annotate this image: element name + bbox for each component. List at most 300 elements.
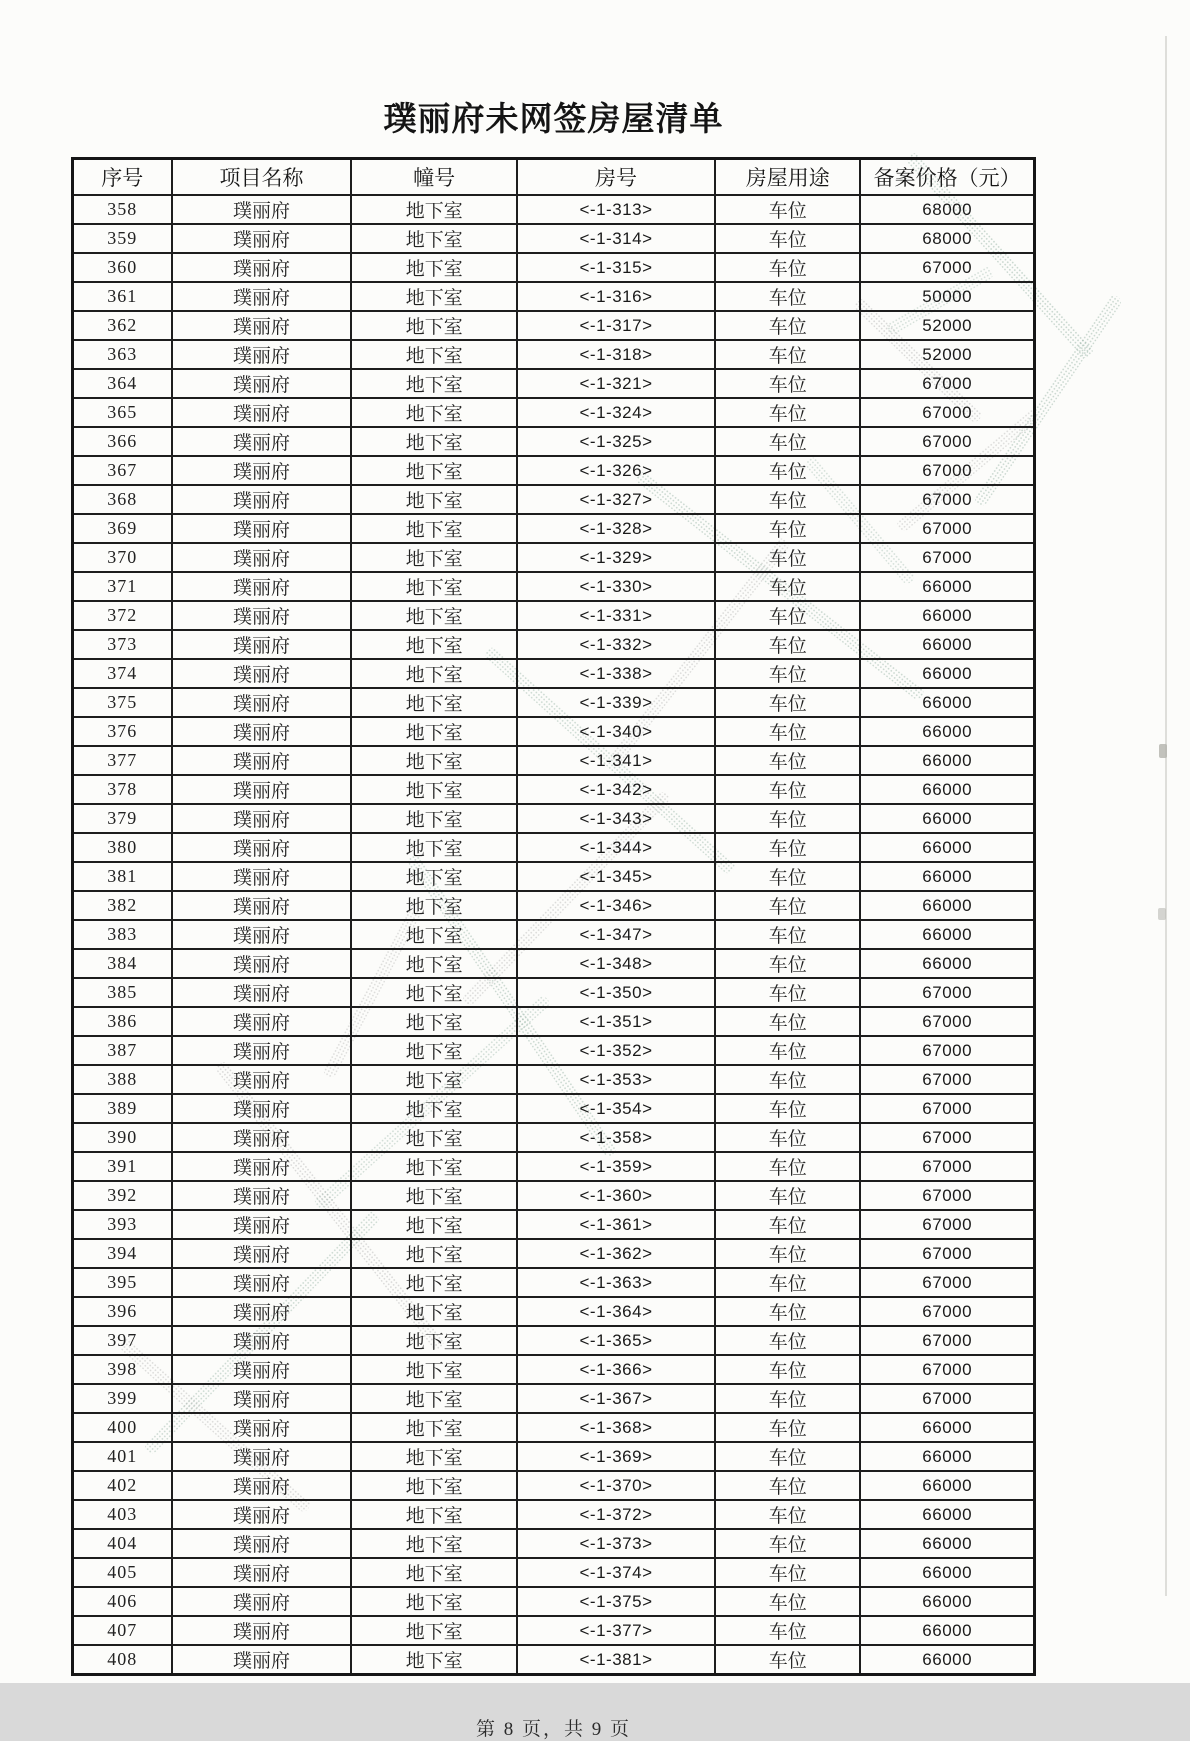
cell-usage: 车位 — [715, 804, 860, 833]
table-row — [73, 1355, 1035, 1384]
table-row — [73, 1297, 1035, 1326]
cell-room-no: <-1-351> — [517, 1007, 715, 1036]
table-row — [73, 456, 1035, 485]
cell-project-name: 璞丽府 — [172, 311, 352, 340]
cell-project-name: 璞丽府 — [172, 1268, 352, 1297]
cell-building-no: 地下室 — [351, 1529, 516, 1558]
cell-building-no: 地下室 — [351, 1616, 516, 1645]
cell-project-name: 璞丽府 — [172, 1558, 352, 1587]
cell-usage: 车位 — [715, 1152, 860, 1181]
cell-price: 66000 — [860, 1645, 1034, 1675]
cell-building-no: 地下室 — [351, 543, 516, 572]
cell-project-name: 璞丽府 — [172, 659, 352, 688]
cell-price: 67000 — [860, 1007, 1034, 1036]
col-header-serial: 序号 — [73, 159, 172, 196]
cell-project-name: 璞丽府 — [172, 1384, 352, 1413]
cell-price: 66000 — [860, 717, 1034, 746]
cell-price: 66000 — [860, 1587, 1034, 1616]
table-row — [73, 717, 1035, 746]
cell-project-name: 璞丽府 — [172, 833, 352, 862]
cell-serial: 370 — [73, 543, 172, 572]
table-row — [73, 833, 1035, 862]
cell-serial: 385 — [73, 978, 172, 1007]
cell-price: 67000 — [860, 514, 1034, 543]
cell-building-no: 地下室 — [351, 427, 516, 456]
cell-serial: 377 — [73, 746, 172, 775]
cell-project-name: 璞丽府 — [172, 1326, 352, 1355]
cell-serial: 364 — [73, 369, 172, 398]
cell-building-no: 地下室 — [351, 311, 516, 340]
cell-building-no: 地下室 — [351, 833, 516, 862]
cell-usage: 车位 — [715, 1616, 860, 1645]
table-row — [73, 1210, 1035, 1239]
cell-room-no: <-1-373> — [517, 1529, 715, 1558]
table-row — [73, 427, 1035, 456]
table-row — [73, 224, 1035, 253]
table-row — [73, 1181, 1035, 1210]
cell-room-no: <-1-328> — [517, 514, 715, 543]
cell-room-no: <-1-344> — [517, 833, 715, 862]
cell-price: 66000 — [860, 1471, 1034, 1500]
cell-building-no: 地下室 — [351, 1065, 516, 1094]
cell-serial: 359 — [73, 224, 172, 253]
cell-usage: 车位 — [715, 1036, 860, 1065]
cell-serial: 378 — [73, 775, 172, 804]
cell-usage: 车位 — [715, 311, 860, 340]
table-row — [73, 282, 1035, 311]
cell-price: 67000 — [860, 485, 1034, 514]
cell-room-no: <-1-330> — [517, 572, 715, 601]
cell-usage: 车位 — [715, 485, 860, 514]
cell-project-name: 璞丽府 — [172, 920, 352, 949]
cell-project-name: 璞丽府 — [172, 949, 352, 978]
cell-building-no: 地下室 — [351, 1355, 516, 1384]
cell-serial: 361 — [73, 282, 172, 311]
cell-price: 67000 — [860, 1355, 1034, 1384]
cell-serial: 358 — [73, 195, 172, 224]
cell-serial: 367 — [73, 456, 172, 485]
cell-project-name: 璞丽府 — [172, 1094, 352, 1123]
cell-building-no: 地下室 — [351, 1007, 516, 1036]
cell-serial: 365 — [73, 398, 172, 427]
cell-building-no: 地下室 — [351, 862, 516, 891]
cell-project-name: 璞丽府 — [172, 1616, 352, 1645]
cell-price: 67000 — [860, 1036, 1034, 1065]
cell-project-name: 璞丽府 — [172, 1036, 352, 1065]
cell-room-no: <-1-358> — [517, 1123, 715, 1152]
cell-building-no: 地下室 — [351, 369, 516, 398]
cell-price: 66000 — [860, 1616, 1034, 1645]
cell-room-no: <-1-324> — [517, 398, 715, 427]
table-row — [73, 195, 1035, 224]
cell-price: 66000 — [860, 862, 1034, 891]
cell-room-no: <-1-372> — [517, 1500, 715, 1529]
cell-price: 67000 — [860, 1210, 1034, 1239]
cell-price: 66000 — [860, 630, 1034, 659]
cell-project-name: 璞丽府 — [172, 1645, 352, 1675]
cell-room-no: <-1-318> — [517, 340, 715, 369]
cell-usage: 车位 — [715, 1007, 860, 1036]
table-row — [73, 920, 1035, 949]
cell-serial: 386 — [73, 1007, 172, 1036]
cell-room-no: <-1-326> — [517, 456, 715, 485]
cell-usage: 车位 — [715, 688, 860, 717]
cell-serial: 406 — [73, 1587, 172, 1616]
cell-serial: 398 — [73, 1355, 172, 1384]
cell-room-no: <-1-331> — [517, 601, 715, 630]
cell-project-name: 璞丽府 — [172, 1123, 352, 1152]
cell-building-no: 地下室 — [351, 978, 516, 1007]
cell-building-no: 地下室 — [351, 1326, 516, 1355]
scan-line-artifact — [1165, 36, 1167, 1596]
cell-project-name: 璞丽府 — [172, 1529, 352, 1558]
table-row — [73, 514, 1035, 543]
cell-building-no: 地下室 — [351, 1297, 516, 1326]
cell-usage: 车位 — [715, 630, 860, 659]
cell-building-no: 地下室 — [351, 659, 516, 688]
cell-serial: 390 — [73, 1123, 172, 1152]
cell-room-no: <-1-321> — [517, 369, 715, 398]
cell-serial: 379 — [73, 804, 172, 833]
cell-usage: 车位 — [715, 1210, 860, 1239]
cell-usage: 车位 — [715, 572, 860, 601]
cell-room-no: <-1-353> — [517, 1065, 715, 1094]
table-row — [73, 1326, 1035, 1355]
page-number: 第 8 页，共 9 页 — [475, 1719, 631, 1740]
cell-price: 66000 — [860, 775, 1034, 804]
document-body — [71, 100, 1036, 1741]
table-row — [73, 891, 1035, 920]
cell-room-no: <-1-368> — [517, 1413, 715, 1442]
cell-usage: 车位 — [715, 195, 860, 224]
cell-building-no: 地下室 — [351, 775, 516, 804]
cell-usage: 车位 — [715, 1413, 860, 1442]
cell-building-no: 地下室 — [351, 920, 516, 949]
scan-smudge — [1158, 908, 1166, 920]
cell-price: 66000 — [860, 891, 1034, 920]
table-row — [73, 1065, 1035, 1094]
cell-building-no: 地下室 — [351, 949, 516, 978]
cell-price: 67000 — [860, 1239, 1034, 1268]
cell-price: 66000 — [860, 601, 1034, 630]
cell-room-no: <-1-316> — [517, 282, 715, 311]
cell-project-name: 璞丽府 — [172, 543, 352, 572]
cell-building-no: 地下室 — [351, 1384, 516, 1413]
cell-usage: 车位 — [715, 253, 860, 282]
table-row — [73, 688, 1035, 717]
cell-serial: 397 — [73, 1326, 172, 1355]
cell-price: 67000 — [860, 1123, 1034, 1152]
cell-room-no: <-1-339> — [517, 688, 715, 717]
cell-room-no: <-1-317> — [517, 311, 715, 340]
table-row — [73, 1094, 1035, 1123]
cell-building-no: 地下室 — [351, 1094, 516, 1123]
scan-smudge — [1159, 744, 1167, 758]
cell-serial: 393 — [73, 1210, 172, 1239]
table-row — [73, 253, 1035, 282]
cell-room-no: <-1-370> — [517, 1471, 715, 1500]
cell-price: 52000 — [860, 340, 1034, 369]
cell-project-name: 璞丽府 — [172, 572, 352, 601]
cell-project-name: 璞丽府 — [172, 253, 352, 282]
cell-serial: 383 — [73, 920, 172, 949]
cell-serial: 408 — [73, 1645, 172, 1675]
table-row — [73, 398, 1035, 427]
cell-usage: 车位 — [715, 340, 860, 369]
table-row — [73, 601, 1035, 630]
cell-project-name: 璞丽府 — [172, 804, 352, 833]
cell-room-no: <-1-350> — [517, 978, 715, 1007]
cell-serial: 391 — [73, 1152, 172, 1181]
table-row — [73, 1616, 1035, 1645]
cell-price: 66000 — [860, 949, 1034, 978]
table-row — [73, 572, 1035, 601]
cell-project-name: 璞丽府 — [172, 775, 352, 804]
cell-project-name: 璞丽府 — [172, 1471, 352, 1500]
cell-serial: 366 — [73, 427, 172, 456]
cell-usage: 车位 — [715, 456, 860, 485]
cell-serial: 388 — [73, 1065, 172, 1094]
col-header-building-no: 幢号 — [351, 159, 516, 196]
cell-serial: 400 — [73, 1413, 172, 1442]
cell-price: 67000 — [860, 543, 1034, 572]
cell-building-no: 地下室 — [351, 1123, 516, 1152]
cell-building-no: 地下室 — [351, 1036, 516, 1065]
cell-serial: 384 — [73, 949, 172, 978]
cell-project-name: 璞丽府 — [172, 369, 352, 398]
cell-room-no: <-1-361> — [517, 1210, 715, 1239]
col-header-usage: 房屋用途 — [715, 159, 860, 196]
cell-price: 67000 — [860, 1297, 1034, 1326]
table-row — [73, 1239, 1035, 1268]
table-row — [73, 1442, 1035, 1471]
cell-serial: 372 — [73, 601, 172, 630]
table-row — [73, 1036, 1035, 1065]
cell-building-no: 地下室 — [351, 1181, 516, 1210]
cell-serial: 403 — [73, 1500, 172, 1529]
cell-usage: 车位 — [715, 1326, 860, 1355]
cell-building-no: 地下室 — [351, 1268, 516, 1297]
cell-usage: 车位 — [715, 543, 860, 572]
col-header-room-no: 房号 — [517, 159, 715, 196]
cell-usage: 车位 — [715, 717, 860, 746]
cell-usage: 车位 — [715, 746, 860, 775]
cell-price: 66000 — [860, 659, 1034, 688]
cell-building-no: 地下室 — [351, 1500, 516, 1529]
table-row — [73, 804, 1035, 833]
cell-serial: 399 — [73, 1384, 172, 1413]
cell-building-no: 地下室 — [351, 1413, 516, 1442]
cell-project-name: 璞丽府 — [172, 1442, 352, 1471]
cell-price: 68000 — [860, 195, 1034, 224]
cell-usage: 车位 — [715, 1123, 860, 1152]
cell-price: 66000 — [860, 1500, 1034, 1529]
cell-room-no: <-1-343> — [517, 804, 715, 833]
cell-building-no: 地下室 — [351, 1152, 516, 1181]
table-row — [73, 1529, 1035, 1558]
cell-usage: 车位 — [715, 920, 860, 949]
cell-room-no: <-1-325> — [517, 427, 715, 456]
cell-building-no: 地下室 — [351, 717, 516, 746]
cell-building-no: 地下室 — [351, 891, 516, 920]
cell-serial: 407 — [73, 1616, 172, 1645]
cell-room-no: <-1-377> — [517, 1616, 715, 1645]
cell-price: 50000 — [860, 282, 1034, 311]
table-row — [73, 1645, 1035, 1675]
cell-room-no: <-1-354> — [517, 1094, 715, 1123]
cell-building-no: 地下室 — [351, 1558, 516, 1587]
col-header-price: 备案价格（元） — [860, 159, 1034, 196]
cell-room-no: <-1-345> — [517, 862, 715, 891]
cell-building-no: 地下室 — [351, 1471, 516, 1500]
cell-project-name: 璞丽府 — [172, 630, 352, 659]
cell-project-name: 璞丽府 — [172, 456, 352, 485]
table-row — [73, 978, 1035, 1007]
cell-usage: 车位 — [715, 1529, 860, 1558]
cell-usage: 车位 — [715, 514, 860, 543]
cell-usage: 车位 — [715, 862, 860, 891]
cell-serial: 401 — [73, 1442, 172, 1471]
cell-serial: 394 — [73, 1239, 172, 1268]
cell-price: 66000 — [860, 688, 1034, 717]
cell-project-name: 璞丽府 — [172, 746, 352, 775]
cell-price: 67000 — [860, 978, 1034, 1007]
cell-price: 66000 — [860, 1413, 1034, 1442]
cell-project-name: 璞丽府 — [172, 1297, 352, 1326]
cell-price: 68000 — [860, 224, 1034, 253]
table-row — [73, 369, 1035, 398]
cell-price: 67000 — [860, 1152, 1034, 1181]
cell-usage: 车位 — [715, 775, 860, 804]
cell-room-no: <-1-374> — [517, 1558, 715, 1587]
cell-project-name: 璞丽府 — [172, 891, 352, 920]
cell-project-name: 璞丽府 — [172, 1239, 352, 1268]
cell-project-name: 璞丽府 — [172, 427, 352, 456]
cell-room-no: <-1-375> — [517, 1587, 715, 1616]
cell-room-no: <-1-359> — [517, 1152, 715, 1181]
cell-building-no: 地下室 — [351, 804, 516, 833]
cell-usage: 车位 — [715, 1094, 860, 1123]
table-row — [73, 1152, 1035, 1181]
table-row — [73, 340, 1035, 369]
cell-usage: 车位 — [715, 1471, 860, 1500]
cell-price: 52000 — [860, 311, 1034, 340]
cell-usage: 车位 — [715, 1065, 860, 1094]
cell-building-no: 地下室 — [351, 746, 516, 775]
cell-project-name: 璞丽府 — [172, 1007, 352, 1036]
cell-project-name: 璞丽府 — [172, 195, 352, 224]
cell-serial: 405 — [73, 1558, 172, 1587]
cell-price: 67000 — [860, 369, 1034, 398]
cell-room-no: <-1-363> — [517, 1268, 715, 1297]
cell-building-no: 地下室 — [351, 1645, 516, 1675]
cell-serial: 375 — [73, 688, 172, 717]
cell-serial: 363 — [73, 340, 172, 369]
cell-room-no: <-1-348> — [517, 949, 715, 978]
cell-project-name: 璞丽府 — [172, 514, 352, 543]
cell-project-name: 璞丽府 — [172, 1500, 352, 1529]
cell-building-no: 地下室 — [351, 1210, 516, 1239]
cell-usage: 车位 — [715, 1587, 860, 1616]
cell-room-no: <-1-352> — [517, 1036, 715, 1065]
house-list-table — [71, 157, 1036, 1676]
cell-room-no: <-1-332> — [517, 630, 715, 659]
cell-building-no: 地下室 — [351, 1239, 516, 1268]
table-row — [73, 949, 1035, 978]
cell-room-no: <-1-367> — [517, 1384, 715, 1413]
cell-building-no: 地下室 — [351, 572, 516, 601]
cell-price: 66000 — [860, 920, 1034, 949]
cell-price: 66000 — [860, 746, 1034, 775]
cell-price: 67000 — [860, 1326, 1034, 1355]
cell-usage: 车位 — [715, 1297, 860, 1326]
cell-price: 67000 — [860, 1094, 1034, 1123]
cell-usage: 车位 — [715, 949, 860, 978]
cell-serial: 387 — [73, 1036, 172, 1065]
cell-building-no: 地下室 — [351, 456, 516, 485]
cell-project-name: 璞丽府 — [172, 1152, 352, 1181]
cell-room-no: <-1-342> — [517, 775, 715, 804]
cell-usage: 车位 — [715, 833, 860, 862]
cell-room-no: <-1-360> — [517, 1181, 715, 1210]
cell-price: 67000 — [860, 1065, 1034, 1094]
table-row — [73, 1413, 1035, 1442]
cell-price: 67000 — [860, 398, 1034, 427]
cell-usage: 车位 — [715, 398, 860, 427]
cell-project-name: 璞丽府 — [172, 717, 352, 746]
table-row — [73, 1471, 1035, 1500]
cell-price: 66000 — [860, 804, 1034, 833]
cell-usage: 车位 — [715, 282, 860, 311]
table-row — [73, 1500, 1035, 1529]
cell-price: 66000 — [860, 833, 1034, 862]
document-title: 璞丽府未网签房屋清单 — [383, 102, 724, 138]
cell-room-no: <-1-314> — [517, 224, 715, 253]
cell-serial: 369 — [73, 514, 172, 543]
cell-usage: 车位 — [715, 891, 860, 920]
cell-price: 66000 — [860, 1558, 1034, 1587]
table-row — [73, 1268, 1035, 1297]
cell-serial: 395 — [73, 1268, 172, 1297]
header-row — [73, 159, 1035, 196]
cell-project-name: 璞丽府 — [172, 282, 352, 311]
table-row — [73, 1587, 1035, 1616]
cell-project-name: 璞丽府 — [172, 398, 352, 427]
cell-serial: 392 — [73, 1181, 172, 1210]
cell-building-no: 地下室 — [351, 340, 516, 369]
table-row — [73, 1123, 1035, 1152]
cell-price: 66000 — [860, 1442, 1034, 1471]
table-row — [73, 311, 1035, 340]
table-row — [73, 1558, 1035, 1587]
cell-serial: 404 — [73, 1529, 172, 1558]
table-row — [73, 775, 1035, 804]
cell-serial: 376 — [73, 717, 172, 746]
cell-usage: 车位 — [715, 1239, 860, 1268]
cell-project-name: 璞丽府 — [172, 1181, 352, 1210]
cell-room-no: <-1-366> — [517, 1355, 715, 1384]
table-row — [73, 862, 1035, 891]
cell-usage: 车位 — [715, 1645, 860, 1675]
cell-usage: 车位 — [715, 369, 860, 398]
cell-project-name: 璞丽府 — [172, 1210, 352, 1239]
cell-serial: 380 — [73, 833, 172, 862]
cell-price: 67000 — [860, 1384, 1034, 1413]
cell-building-no: 地下室 — [351, 601, 516, 630]
cell-project-name: 璞丽府 — [172, 862, 352, 891]
cell-room-no: <-1-346> — [517, 891, 715, 920]
cell-usage: 车位 — [715, 1384, 860, 1413]
